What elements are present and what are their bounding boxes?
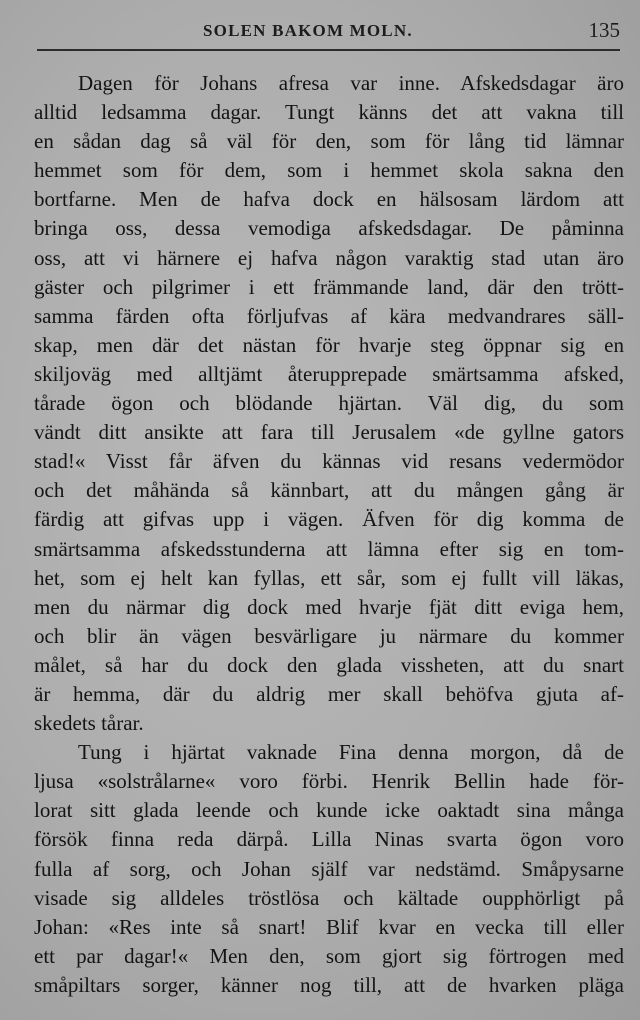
text-line: smärtsamma afskedsstunderna att lämna efter sig en tom- (34, 536, 624, 561)
text-line: och blir än vägen besvärligare ju närmare du kommer (34, 623, 624, 648)
text-line: och det måhända så kännbart, att du mången gång är (34, 478, 624, 503)
running-header (0, 18, 640, 48)
body-text (34, 69, 624, 1000)
text-line: visade sig alldeles tröstlösa och kältade oupphörligt på (34, 885, 624, 910)
text-line: lorat sitt glada leende och kunde icke oaktadt sina många (34, 798, 624, 823)
running-title: SOLEN BAKOM MOLN. (203, 21, 413, 40)
header-rule (37, 49, 620, 51)
page-number: 135 (588, 18, 620, 42)
text-line: hemmet som för dem, som i hemmet skola sakna den (34, 158, 624, 183)
text-line: ett par dagar!« Men den, som gjort sig förtrogen med (34, 943, 624, 968)
text-line: en sådan dag så väl för den, som för lång tid lämnar (34, 129, 624, 154)
text-line: bortfarne. Men de hafva dock en hälsosam lärdom att (34, 187, 624, 212)
text-line: bringa oss, dessa vemodiga afskedsdagar. De påminna (34, 216, 624, 241)
text-line: alltid ledsamma dagar. Tungt känns det att vakna till (34, 100, 624, 125)
text-line: småpiltars sorger, känner nog till, att de hvarken pläga (34, 972, 624, 997)
text-line: är hemma, där du aldrig mer skall behöfva gjuta af- (34, 681, 624, 706)
text-line: stad!« Visst får äfven du kännas vid resans vedermödor (34, 449, 624, 474)
text-line: skap, men där det nästan för hvarje steg öppnar sig en (34, 332, 624, 357)
text-line: försök finna reda därpå. Lilla Ninas svarta ögon voro (34, 827, 624, 852)
text-line: men du närmar dig dock med hvarje fjät ditt eviga hem, (34, 594, 624, 619)
text-line: ljusa «solstrålarne« voro förbi. Henrik Bellin hade för- (34, 769, 624, 794)
text-line: skedets tårar. (34, 711, 144, 736)
text-line: skiljoväg med alltjämt återupprepade smärtsamma afsked, (34, 361, 624, 386)
text-line: samma färden ofta förljufvas af kära medvandrares säll- (34, 303, 624, 328)
text-line: gäster och pilgrimer i ett främmande land, där den trött- (34, 274, 624, 299)
text-line: Johan: «Res inte så snart! Blif kvar en vecka till eller (34, 914, 624, 939)
text-line: oss, att vi härnere ej hafva någon varaktig stad utan äro (34, 245, 624, 270)
text-line: tårade ögon och blödande hjärtan. Väl dig, du som (34, 391, 624, 416)
text-line: färdig att gifvas upp i vägen. Äfven för dig komma de (34, 507, 624, 532)
text-line: Dagen för Johans afresa var inne. Afskedsdagar äro (78, 71, 624, 95)
text-line: het, som ej helt kan fyllas, ett sår, som ej fullt vill läkas, (34, 565, 624, 590)
text-line: vändt ditt ansikte att fara till Jerusalem «de gyllne gators (34, 420, 624, 445)
text-line: Tung i hjärtat vaknade Fina denna morgon, då de (78, 740, 624, 765)
text-line: målet, så har du dock den glada vissheten, att du snart (34, 652, 624, 677)
text-line: fulla af sorg, och Johan själf var nedstämd. Småpysarne (34, 856, 624, 881)
